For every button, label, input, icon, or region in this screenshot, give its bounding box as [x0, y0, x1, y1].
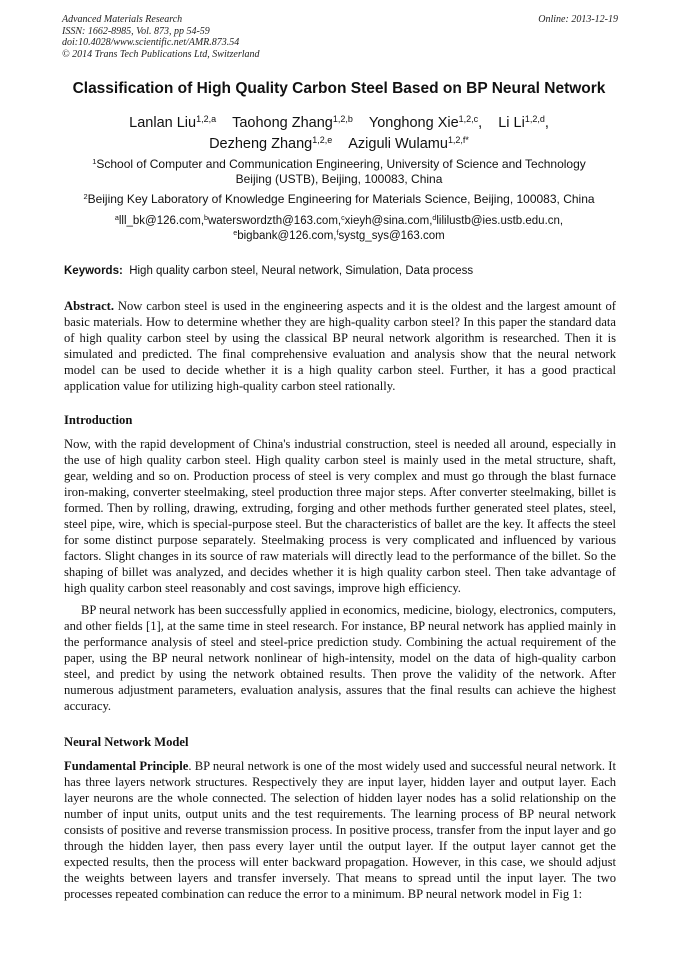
- paper-title: Classification of High Quality Carbon Steel Based on BP Neural Network: [72, 80, 606, 97]
- introduction-paragraph-2: BP neural network has been successfully applied in economics, medicine, biology, electronics, computers, and other fields [1], at the same time in steel research. For instance, BP neural network has applied mainly in the performance analysis of steel and steel-price prediction study. Combining the actual requirement of the paper, using the BP neural network nonlinear of high-intensity, model on the data of high-quality carbon steel, and predict by using the network obtained results. Then prove the validity of the network. After numerous adjustment parameters, evaluation analysis, assures that the final results can achieve the highest accuracy.: [64, 603, 616, 713]
- fundamental-principle-label: Fundamental Principle: [64, 759, 189, 773]
- author: Taohong Zhang$^{1,2,b}$: [232, 114, 353, 131]
- section-heading-neural-network-model: Neural Network Model: [64, 735, 189, 749]
- email: bigbank@126.com,: [237, 230, 337, 242]
- copyright-line: © 2014 Trans Tech Publications Ltd, Switzerland: [62, 48, 260, 60]
- abstract-label: Abstract.: [64, 299, 115, 313]
- issn-line: ISSN: 1662-8985, Vol. 873, pp 54-59: [62, 25, 210, 37]
- email: lll_bk@126.com,: [118, 215, 205, 227]
- keywords-label: Keywords:: [64, 265, 123, 277]
- affiliation-2: $^2$Beijing Key Laboratory of Knowledge Engineering for Materials Science, Beijing, 100083, China: [83, 191, 595, 206]
- author: Lanlan Liu$^{1,2,a}$: [129, 114, 217, 131]
- author: Dezheng Zhang$^{1,2,e}$: [209, 135, 333, 152]
- abstract: Abstract. Now carbon steel is used in the engineering aspects and it is the oldest and the largest amount of basic materials. How to determine whether they are high-quality carbon steel? In this paper the standard data of high quality carbon steel by using the classical BP neural network algorithm is researched. Then it is simulated and predicted. The final comprehensive evaluation and analysis show that the neural network model can be used to decide whether it is a high quality carbon steel. Further, it has a good practical application value for utilizing high-quality carbon steel rationally.: [64, 299, 616, 393]
- email: lililustb@ies.ustb.edu.cn,: [436, 215, 564, 227]
- email: xieyh@sina.com,: [344, 215, 433, 227]
- doi-line: doi:10.4028/www.scientific.net/AMR.873.54: [62, 37, 240, 48]
- author-emails: $^a$lll_bk@126.com,$^b$waterswordzth@163.com,$^c$xieyh@sina.com,$^d$lililustb@ies.ustb.edu.cn, $^e$bigbank@126.com,$^f$systg_sys@163.com: [114, 214, 564, 242]
- section-heading-introduction: Introduction: [64, 413, 133, 427]
- author-list: [40, 113, 638, 155]
- author: Li Li$^{1,2,d}$,: [498, 114, 549, 131]
- keywords-text: High quality carbon steel, Neural network, Simulation, Data process: [129, 265, 474, 277]
- affiliation-1: $^1$School of Computer and Communication Engineering, University of Science and Technology Beijing (USTB), Beijing, 100083, China: [92, 156, 586, 186]
- keywords: [64, 265, 620, 277]
- email: systg_sys@163.com: [338, 230, 445, 242]
- author: Yonghong Xie$^{1,2,c}$,: [368, 114, 483, 131]
- journal-header: [62, 14, 618, 60]
- introduction-paragraph-1: Now, with the rapid development of China's industrial construction, steel is needed all around, especially in the use of high quality carbon steel. High quality carbon steel is mainly used in the metal structure, shaft, gear, welding and so on. Production process of steel is very complex and must go through the blast furnace iron-making, converter steelmaking, steel production three major steps. After converter steelmaking, billet is formed. Then by rolling, drawing, extruding, forging and other methods further generated steel plates, steel, steel pipe, wire, which is special-purpose steel. But the characteristics of ballet are the key. It affects the steel for some distinct purpose separately. Steelmaking process is very complicated and influenced by various factors. Slight changes in its source of raw materials will directly lead to the performance of the billet. So the shaping of billet was analyzed, and decides whether it is high quality carbon steel. Then take advantage of high quality carbon steel reasonably and cost savings, improve high efficiency.: [64, 437, 616, 595]
- author: Aziguli Wulamu$^{1,2,f*}$: [348, 135, 469, 152]
- email: waterswordzth@163.com,: [207, 215, 342, 227]
- fundamental-principle-paragraph: Fundamental Principle. BP neural network is one of the most widely used and successful neural network. It has three layers network structures. Respectively they are input layer, hidden layer and output layer. Each layer neurons are the whole connected. The selection of hidden layer nodes has a solid relationship on the number of input units, output units and the test requirements. The learning process of BP neural network consists of positive and reverse transmission process. In positive process, transfer from the input layer and go through the hidden layer, then pass every layer until the output layer. If the output layer cannot get the expected results, then the process will enter backward propagation. However, in this case, we should adjust the weights between layers and transfer inversely. That means to spread until the input layer. The two processes repeated combination can reduce the error to a minimum. BP neural network model in Fig 1:: [64, 759, 616, 901]
- online-date: Online: 2013-12-19: [538, 14, 618, 25]
- journal-name: Advanced Materials Research: [62, 14, 183, 25]
